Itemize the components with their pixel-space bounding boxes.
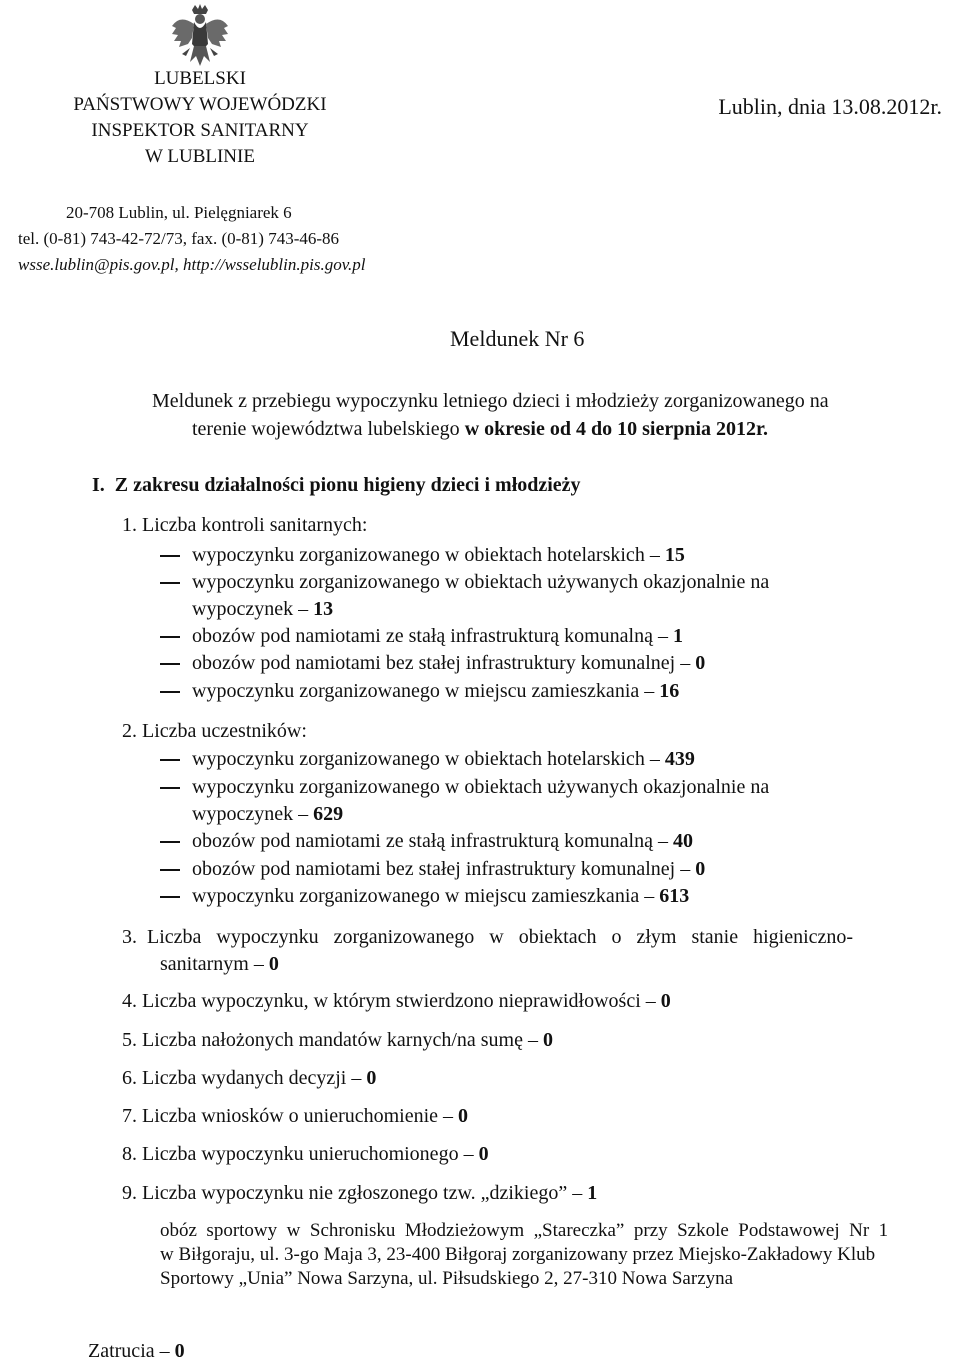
section-heading <box>92 474 581 497</box>
section-title: Z zakresu działalności pionu higieny dzieci i młodzieży <box>114 474 581 496</box>
dash-icon <box>160 841 180 843</box>
list-item <box>160 776 769 799</box>
eagle-emblem-icon <box>170 4 230 70</box>
list-item <box>160 858 705 881</box>
institution-line: W LUBLINIE <box>145 146 255 167</box>
item-3-line-2 <box>160 953 279 976</box>
poisonings-line <box>88 1340 185 1363</box>
list-text: obozów pod namiotami ze stałą infrastrukturą komunalną – <box>192 830 673 852</box>
address: 20-708 Lublin, ul. Pielęgniarek 6 <box>66 203 292 222</box>
institution-line: PAŃSTWOWY WOJEWÓDZKI <box>73 94 327 115</box>
item-2-label: 2. Liczba uczestników: <box>122 720 307 742</box>
institution-line: LUBELSKI <box>154 68 246 89</box>
item-3-text: sanitarnym – <box>160 953 269 975</box>
dash-icon <box>160 759 180 761</box>
dash-icon <box>160 896 180 898</box>
item-text: 4. Liczba wypoczynku, w którym stwierdzono nieprawidłowości – <box>122 990 661 1012</box>
item-3-value: 0 <box>268 953 279 975</box>
list-item-numbered <box>122 990 671 1013</box>
dash-icon <box>160 691 180 693</box>
item-value: 0 <box>478 1143 489 1165</box>
list-value: 15 <box>664 544 685 566</box>
list-text: wypoczynku zorganizowanego w obiektach hotelarskich – <box>192 748 665 770</box>
list-item <box>160 748 695 771</box>
list-text: wypoczynek – <box>192 598 314 620</box>
list-value: 0 <box>695 858 706 880</box>
list-item <box>160 680 679 703</box>
dash-icon <box>160 555 180 557</box>
list-item <box>160 830 693 853</box>
document-date: Lublin, dnia 13.08.2012r. <box>718 94 942 119</box>
note-line: w Biłgoraju, ul. 3-go Maja 3, 23-400 Biłgoraj zorganizowany przez Miejsko-Zakładowy Klub <box>160 1244 876 1265</box>
list-item <box>160 652 705 675</box>
list-item <box>160 885 689 908</box>
poisonings-value: 0 <box>174 1340 185 1362</box>
list-item <box>160 544 685 567</box>
item-text: 8. Liczba wypoczynku unieruchomionego – <box>122 1143 479 1165</box>
intro-plain: terenie województwa lubelskiego <box>192 418 465 440</box>
item-value: 0 <box>458 1105 469 1127</box>
list-text: wypoczynku zorganizowanego w obiektach hotelarskich – <box>192 544 665 566</box>
contact-web: wsse.lublin@pis.gov.pl, http://wsselublin.pis.gov.pl <box>18 255 366 274</box>
list-text: wypoczynku zorganizowanego w miejscu zamieszkania – <box>192 680 660 702</box>
item-value: 1 <box>587 1182 598 1204</box>
list-item-continuation <box>192 803 343 826</box>
item-1-label: 1. Liczba kontroli sanitarnych: <box>122 514 368 536</box>
intro-line-1: Meldunek z przebiegu wypoczynku letniego dzieci i młodzieży zorganizowanego na <box>152 390 829 412</box>
list-text: obozów pod namiotami bez stałej infrastruktury komunalnej – <box>192 858 696 880</box>
list-item-numbered <box>122 1143 489 1166</box>
phone-fax: tel. (0-81) 743-42-72/73, fax. (0-81) 743-46-86 <box>18 229 340 248</box>
dash-icon <box>160 663 180 665</box>
item-text: 9. Liczba wypoczynku nie zgłoszonego tzw. „dzikiego” – <box>122 1182 588 1204</box>
list-value: 40 <box>672 830 693 852</box>
dash-icon <box>160 787 180 789</box>
list-text: wypoczynku zorganizowanego w obiektach używanych okazjonalnie na <box>192 776 770 798</box>
email-website <box>18 252 365 278</box>
list-text: obozów pod namiotami ze stałą infrastrukturą komunalną – <box>192 625 673 647</box>
institution-line: INSPEKTOR SANITARNY <box>91 120 309 141</box>
poisonings-label: Zatrucia – <box>88 1340 175 1362</box>
list-item-numbered <box>122 1182 597 1205</box>
list-value: 0 <box>695 652 706 674</box>
note-line: obóz sportowy w Schronisku Młodzieżowym „Stareczka” przy Szkole Podstawowej Nr 1 <box>160 1220 889 1241</box>
institution-name <box>40 66 360 170</box>
list-item-numbered <box>122 1029 553 1052</box>
dash-icon <box>160 636 180 638</box>
section-number: I. <box>92 474 105 496</box>
list-text: wypoczynku zorganizowanego w obiektach używanych okazjonalnie na <box>192 571 770 593</box>
list-text: wypoczynek – <box>192 803 314 825</box>
item-text: 6. Liczba wydanych decyzji – <box>122 1067 367 1089</box>
intro-line-2 <box>192 416 768 442</box>
list-value: 13 <box>313 598 334 620</box>
note-line: Sportowy „Unia” Nowa Sarzyna, ul. Piłsudskiego 2, 27-310 Nowa Sarzyna <box>160 1268 734 1289</box>
intro-period: w okresie od 4 do 10 sierpnia 2012r. <box>464 418 769 440</box>
item-3-line-1: 3. Liczba wypoczynku zorganizowanego w obiektach o złym stanie higieniczno- <box>122 926 854 948</box>
list-value: 1 <box>672 625 683 647</box>
list-text: obozów pod namiotami bez stałej infrastruktury komunalnej – <box>192 652 696 674</box>
list-item-numbered <box>122 1105 468 1128</box>
list-value: 613 <box>659 885 690 907</box>
list-text: wypoczynku zorganizowanego w miejscu zamieszkania – <box>192 885 660 907</box>
list-value: 16 <box>659 680 680 702</box>
list-item <box>160 571 769 594</box>
item-value: 0 <box>660 990 671 1012</box>
document-title: Meldunek Nr 6 <box>450 326 585 351</box>
dash-icon <box>160 582 180 584</box>
item-text: 7. Liczba wniosków o unieruchomienie – <box>122 1105 459 1127</box>
list-value: 439 <box>664 748 695 770</box>
item-value: 0 <box>366 1067 377 1089</box>
list-value: 629 <box>313 803 344 825</box>
list-item-numbered <box>122 1067 376 1090</box>
dash-icon <box>160 869 180 871</box>
list-item <box>160 625 683 648</box>
list-item-continuation <box>192 598 333 621</box>
item-value: 0 <box>542 1029 553 1051</box>
item-text: 5. Liczba nałożonych mandatów karnych/na sumę – <box>122 1029 543 1051</box>
